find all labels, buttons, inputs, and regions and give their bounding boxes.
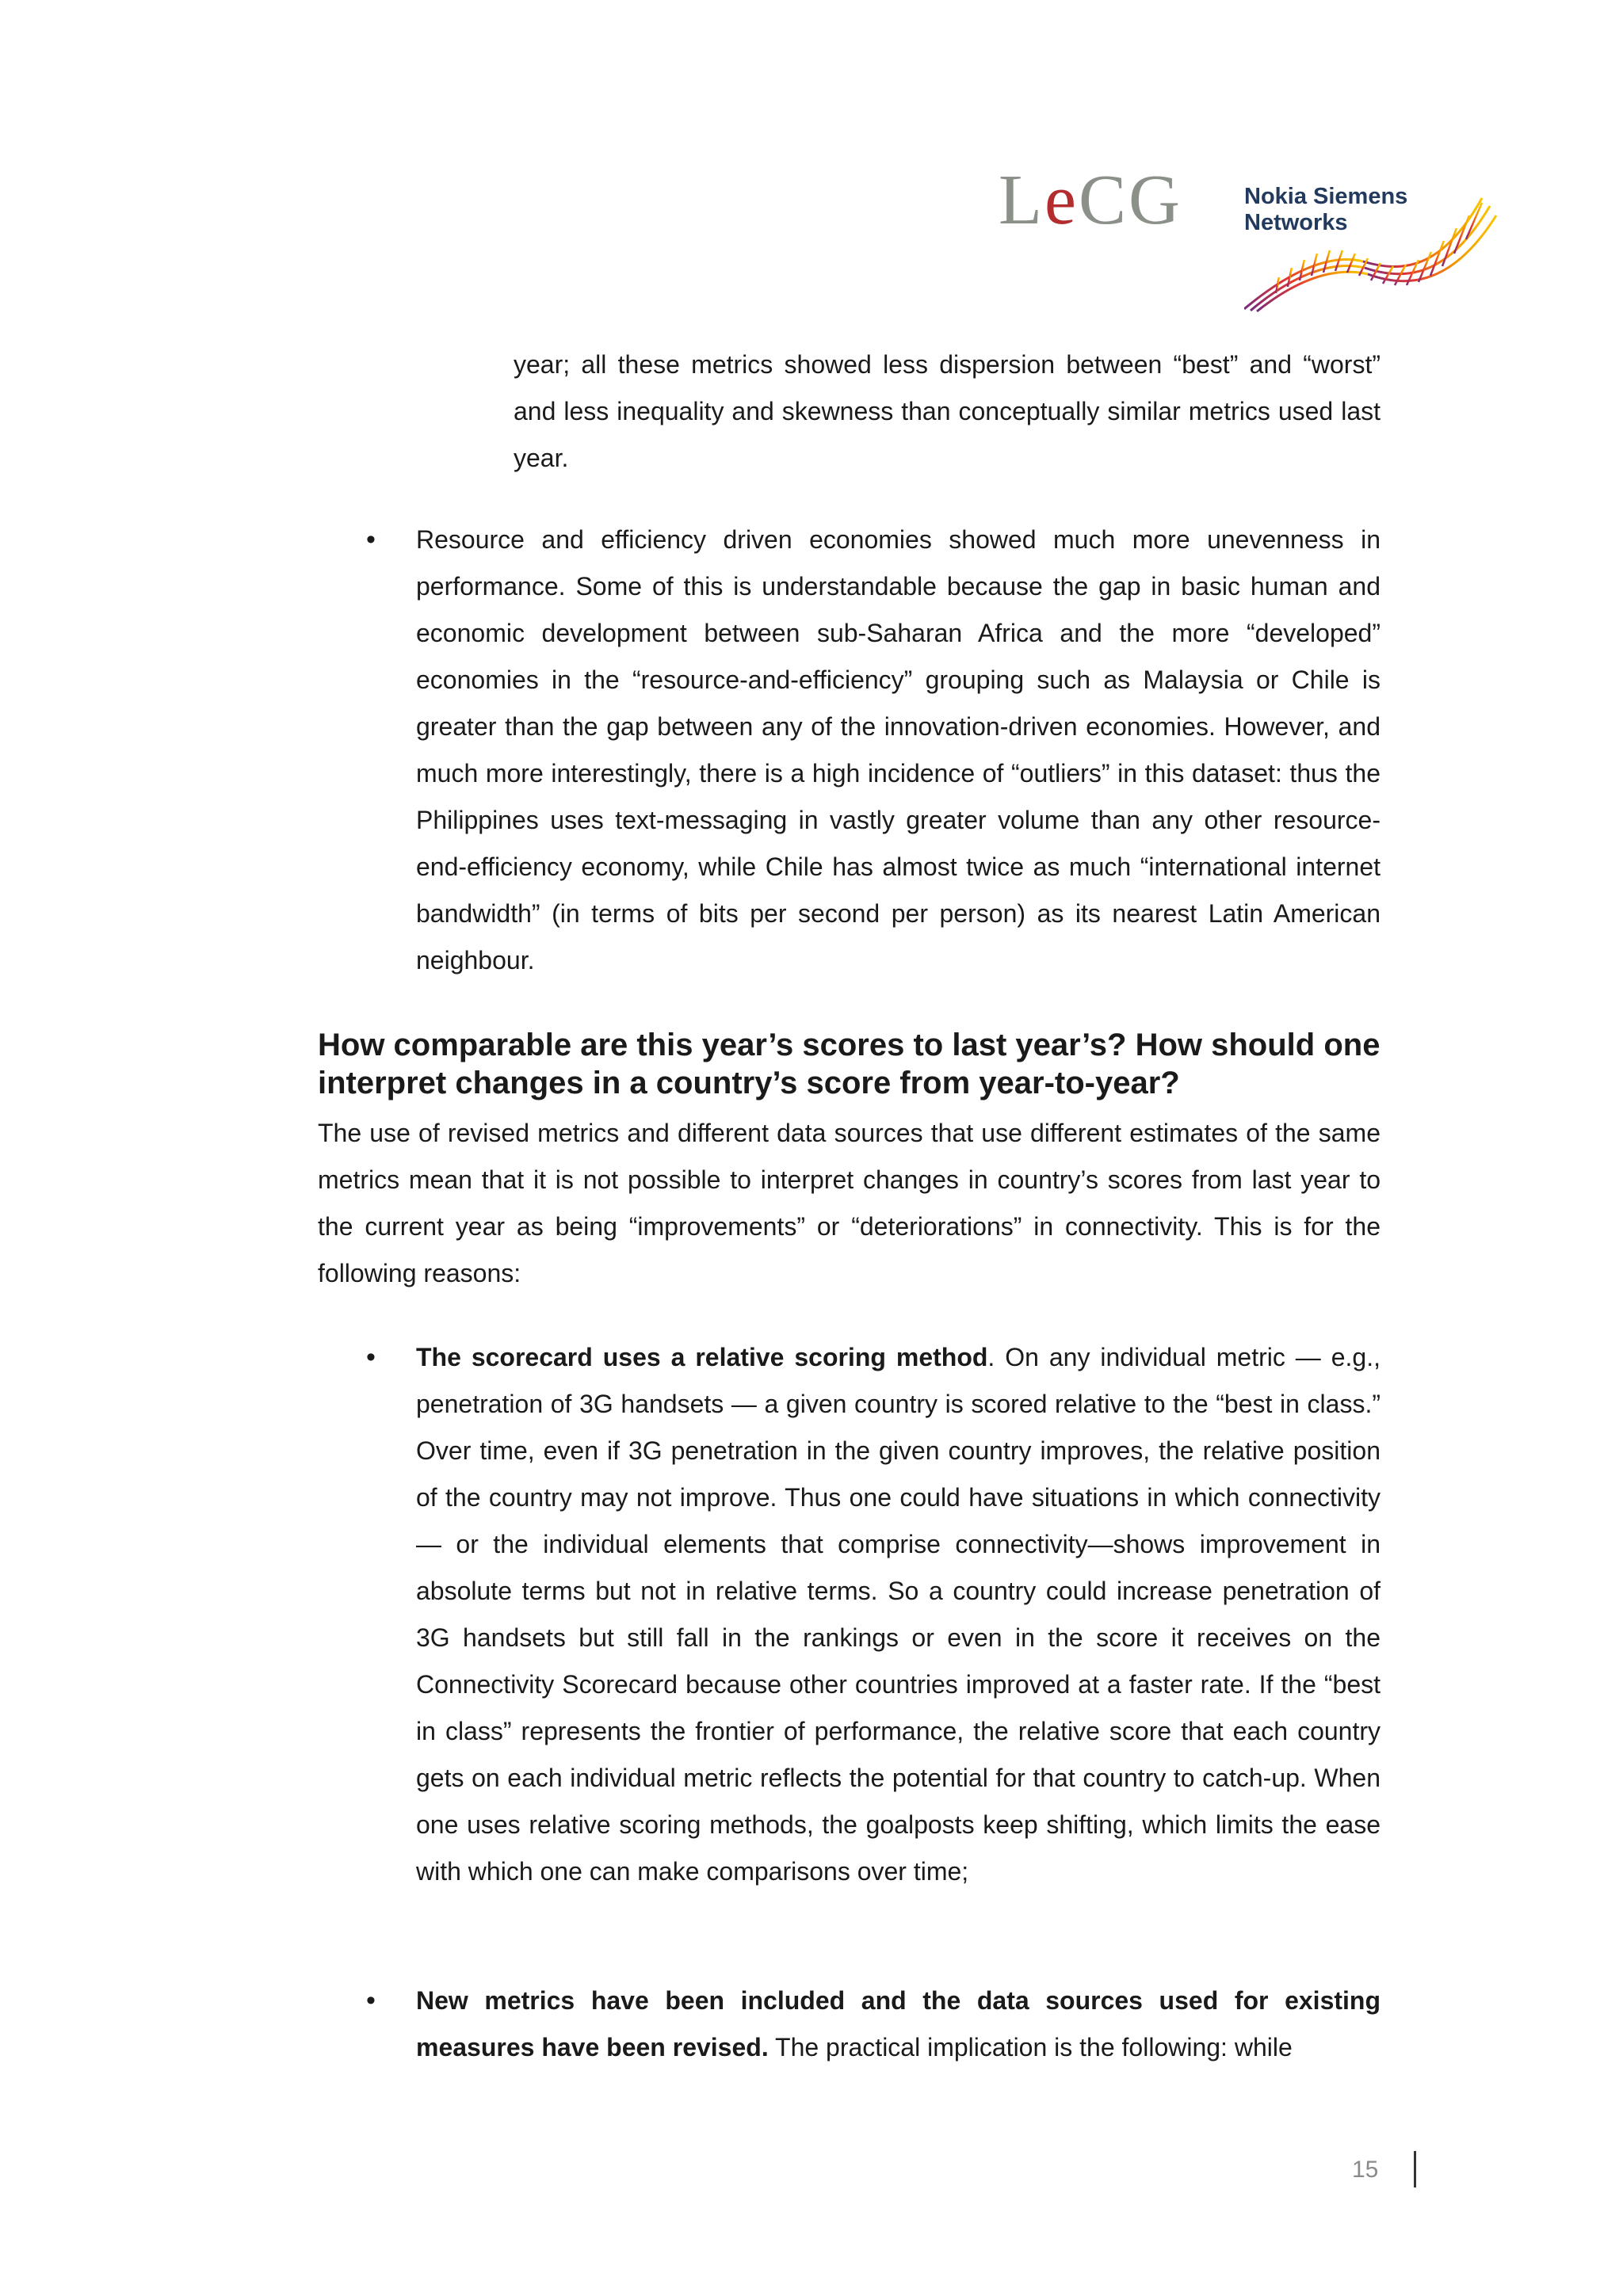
continuation-paragraph: year; all these metrics showed less dispersion between “best” and “worst” and less inequality and skewness than conceptually similar metrics used last year. xyxy=(514,350,1381,472)
section-intro-paragraph: The use of revised metrics and different data sources that use different estimates of the same metrics mean that it is not possible to interpret changes in country’s scores from last year to the current year as being “improvements” or “deteriorations” in connectivity. This is for the following reasons: xyxy=(318,1119,1381,1287)
nokia-siemens-networks-logo xyxy=(1244,174,1498,317)
lecg-logo: LeCG xyxy=(999,161,1182,239)
bullet-relative-scoring-text: . On any individual metric — e.g., penetration of 3G handsets — a given country is scored relative to the “best in class.” Over time, even if 3G penetration in the given country improves, the relative position of the country may not improve. Thus one could have situations in which connectivity — or the individual elements that comprise connectivity—shows improvement in absolute terms but not in relative terms. So a country could increase penetration of 3G handsets but still fall in the rankings or even in the score it receives on the Connectivity Scorecard because other countries improved at a faster rate. If the “best in class” represents the frontier of performance, the relative score that each country gets on each individual metric reflects the potential for that country to catch-up. When one uses relative scoring methods, the goalposts keep shifting, which limits the ease with which one can make comparisons over time; xyxy=(416,1343,1381,1886)
bullet-icon: • xyxy=(366,1985,376,2016)
header-logos xyxy=(999,158,1498,317)
bullet-icon: • xyxy=(366,524,376,555)
section-heading: How comparable are this year’s scores to last year’s? How should one interpret changes in a country’s score from year-to-year? xyxy=(318,1028,1381,1100)
page-number: 15 xyxy=(1352,2157,1379,2183)
bullet-new-metrics-bold: New metrics have been included and the data sources used for existing measures have been revised. xyxy=(416,1986,1381,2061)
bullet-relative-scoring xyxy=(416,1334,1381,1895)
bullet-relative-scoring-bold: The scorecard uses a relative scoring method xyxy=(416,1343,988,1371)
bullet-icon: • xyxy=(366,1342,376,1372)
bullet-new-metrics-text: The practical implication is the following: while xyxy=(768,2033,1293,2061)
nsn-logo-line1: Nokia Siemens xyxy=(1244,184,1408,209)
nsn-wordmark xyxy=(1244,184,1407,236)
bullet-new-metrics xyxy=(416,1978,1381,2071)
nsn-logo-line2: Networks xyxy=(1244,210,1348,235)
bullet-resource-efficiency: Resource and efficiency driven economies showed much more unevenness in performance. Some of this is understandable because the gap in basic human and economic development between sub-Saharan Africa and the more “developed” economies in the “resource-and-efficiency” grouping such as Malaysia or Chile is greater than the gap between any of the innovation-driven economies. However, and much more interestingly, there is a high incidence of “outliers” in this dataset: thus the Philippines uses text-messaging in vastly greater volume than any other resource-end-efficiency economy, while Chile has almost twice as much “international internet bandwidth” (in terms of bits per second per person) as its nearest Latin American neighbour. xyxy=(416,525,1381,974)
page-number-rule xyxy=(1414,2151,1416,2187)
